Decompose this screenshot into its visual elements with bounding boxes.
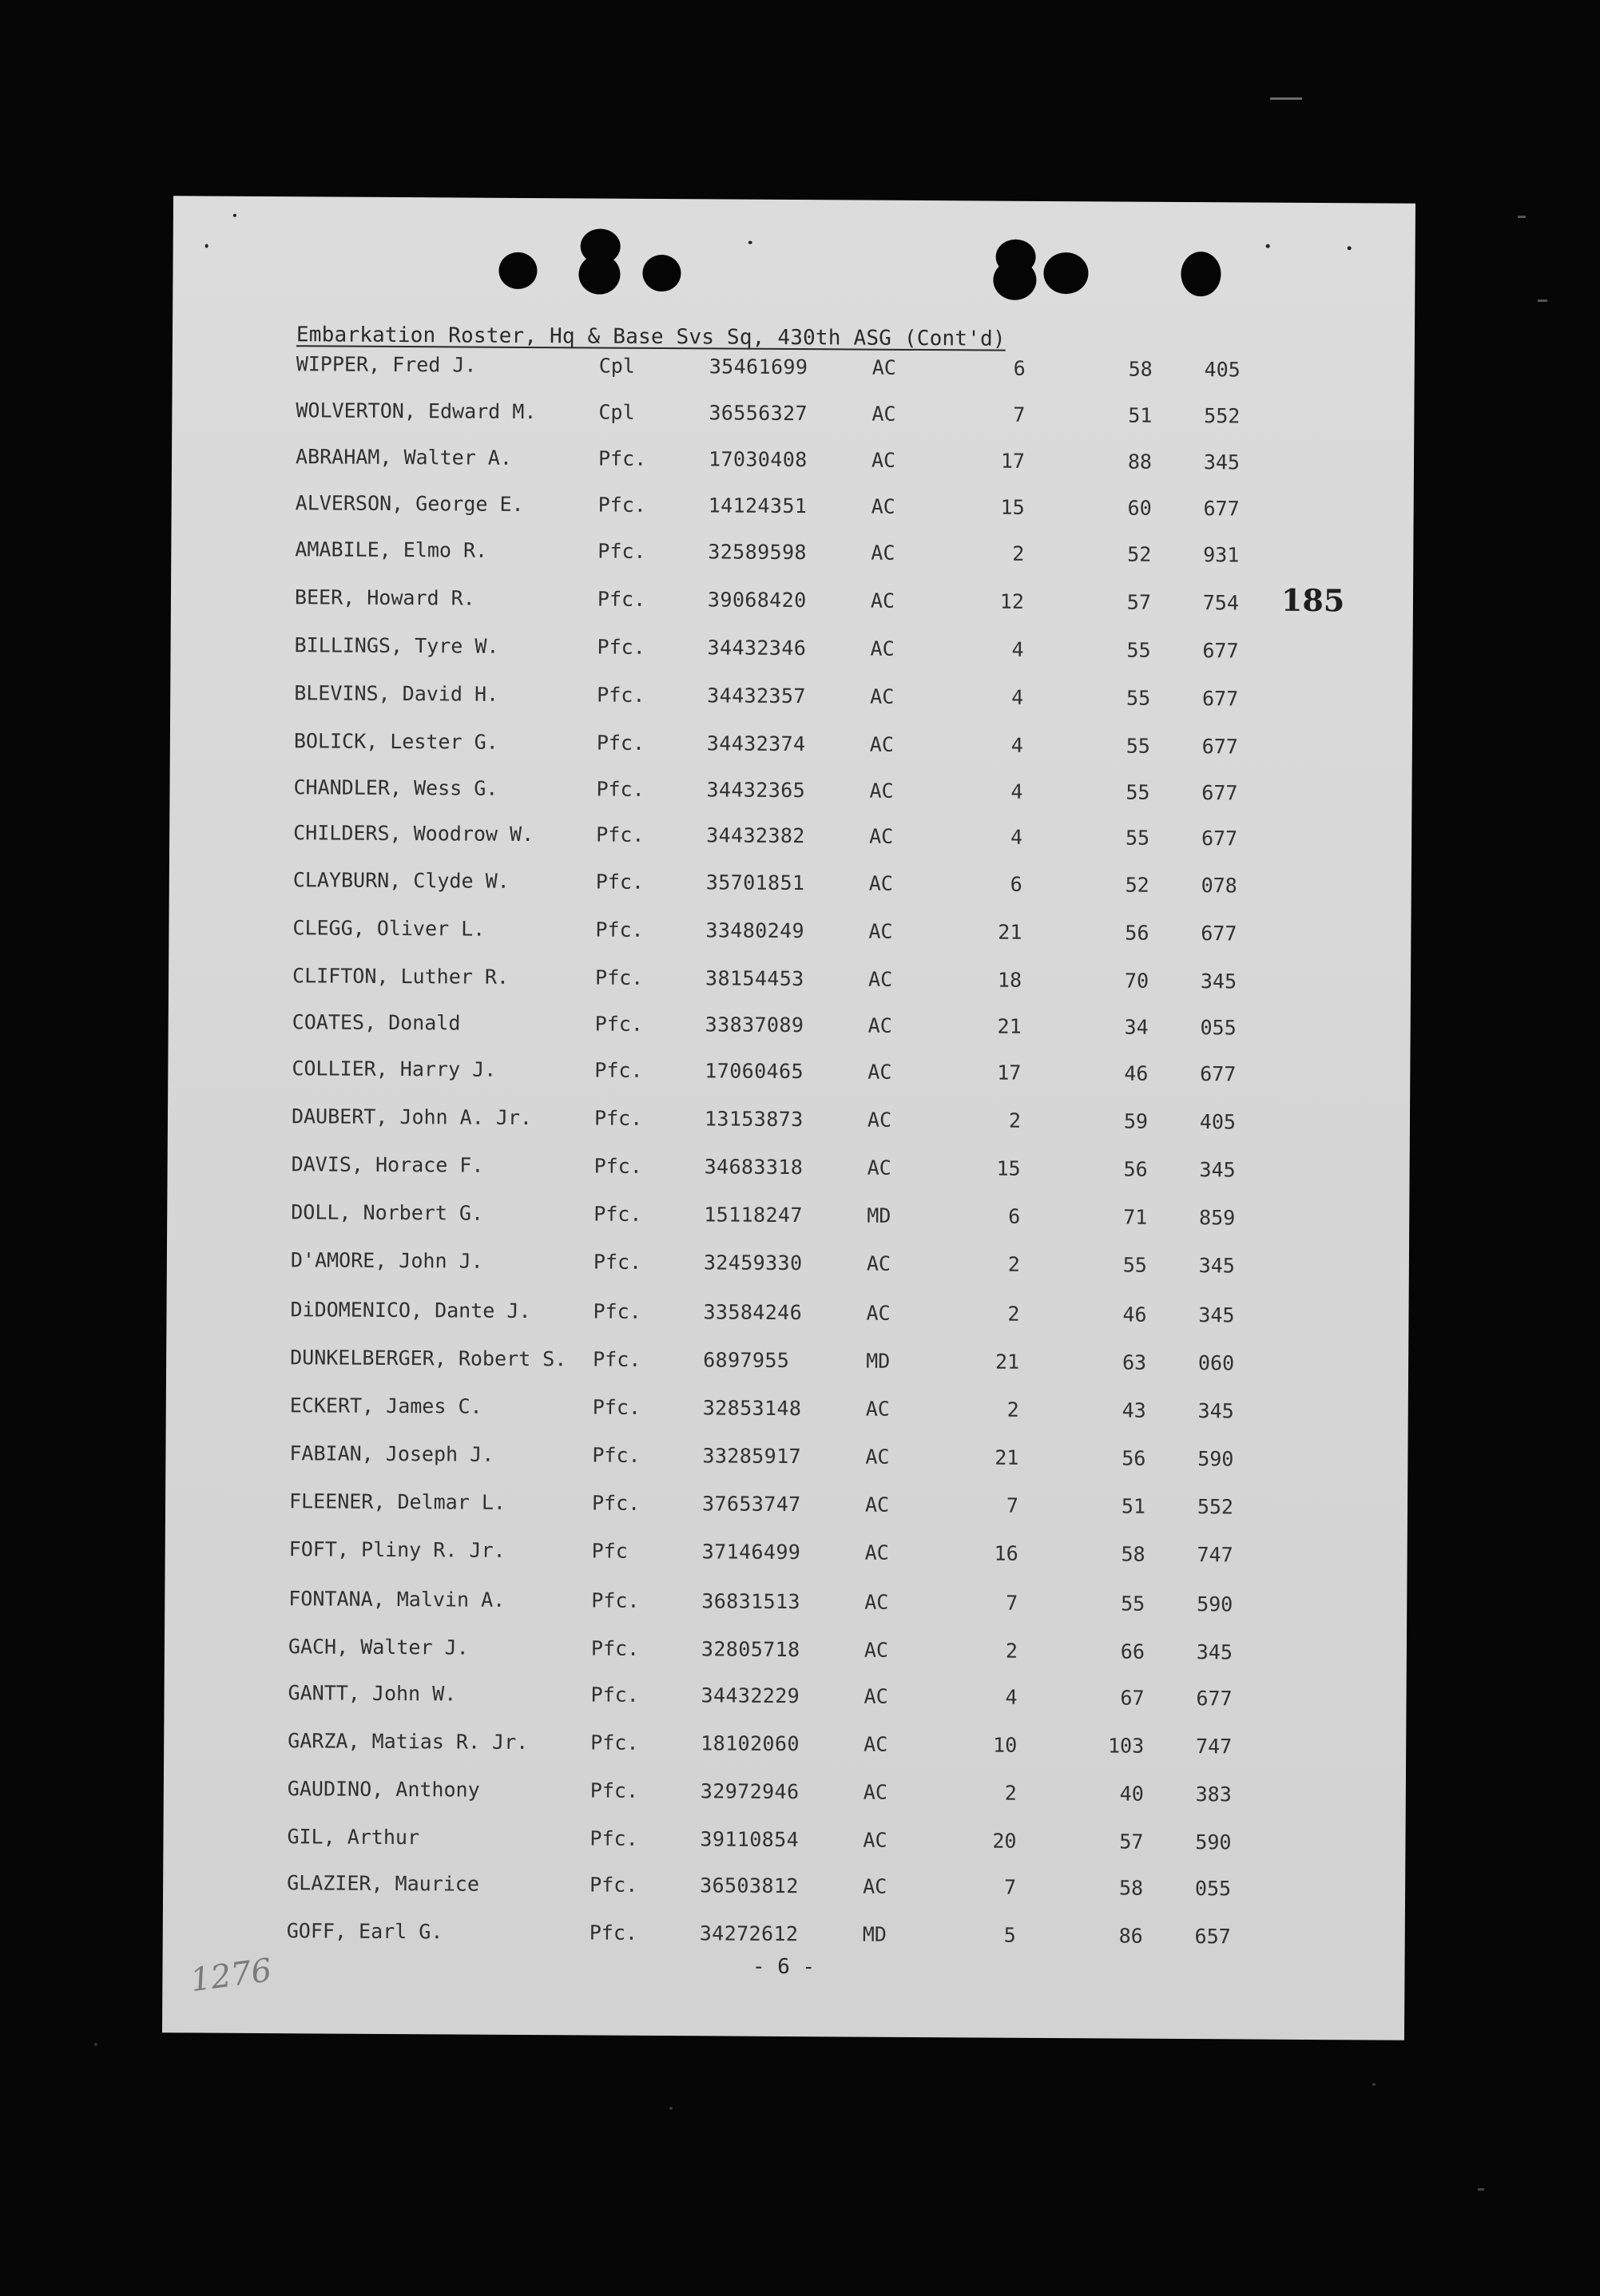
- roster-name: CHILDERS, Woodrow W.: [293, 821, 534, 847]
- roster-branch: MD: [867, 1204, 891, 1227]
- roster-value-1: 4: [1011, 685, 1024, 709]
- roster-serial-number: 37653747: [701, 1492, 801, 1517]
- roster-value-2: 55: [1126, 686, 1151, 710]
- roster-rank: Pfc.: [594, 1012, 644, 1036]
- roster-rank: Pfc.: [598, 539, 646, 563]
- roster-value-1: 2: [1012, 541, 1025, 565]
- roster-rank: Pfc.: [594, 1058, 643, 1082]
- roster-rank: Pfc.: [591, 1588, 640, 1612]
- roster-value-1: 21: [998, 920, 1022, 944]
- page-stamp-number: 185: [1280, 581, 1345, 619]
- roster-name: WIPPER, Fred J.: [296, 352, 477, 377]
- roster-serial-number: 35461699: [709, 355, 808, 379]
- roster-branch: AC: [863, 1780, 888, 1804]
- roster-rank: Pfc.: [594, 966, 644, 989]
- roster-rank: Cpl: [598, 354, 635, 378]
- roster-serial-number: 32459330: [703, 1251, 803, 1275]
- table-row: [172, 440, 1414, 479]
- roster-serial-number: 33480249: [705, 918, 805, 943]
- roster-branch: AC: [864, 1590, 889, 1614]
- roster-rank: Pfc.: [593, 1347, 641, 1371]
- roster-name: GAUDINO, Anthony: [287, 1777, 480, 1802]
- roster-name: FABIAN, Joseph J.: [289, 1441, 494, 1466]
- punch-hole: [642, 255, 681, 291]
- table-row: [166, 1389, 1408, 1428]
- roster-name: FOFT, Pliny R. Jr.: [288, 1537, 506, 1562]
- roster-serial-number: 34432357: [707, 684, 806, 708]
- roster-name: GIL, Arthur: [287, 1825, 420, 1850]
- roster-serial-number: 36556327: [709, 401, 808, 426]
- roster-rank: Pfc.: [595, 870, 645, 894]
- roster-value-2: 56: [1123, 1157, 1148, 1181]
- roster-value-1: 4: [1010, 825, 1023, 849]
- roster-value-1: 6: [1013, 356, 1026, 380]
- roster-name: DAVIS, Horace F.: [291, 1152, 484, 1177]
- table-row: [163, 1866, 1405, 1905]
- roster-value-2: 51: [1128, 403, 1153, 427]
- roster-value-3: 590: [1197, 1592, 1233, 1616]
- roster-value-3: 677: [1200, 1062, 1237, 1086]
- roster-value-1: 2: [1008, 1108, 1022, 1132]
- roster-branch: AC: [865, 1397, 890, 1421]
- roster-value-3: 345: [1197, 1399, 1234, 1423]
- roster-rank: Pfc.: [593, 1250, 642, 1274]
- table-row: [171, 581, 1413, 620]
- roster-rank: Pfc.: [594, 1154, 642, 1178]
- roster-rank: Pfc.: [591, 1491, 641, 1515]
- roster-rank: Pfc.: [598, 446, 647, 470]
- roster-value-2: 86: [1118, 1924, 1143, 1948]
- roster-serial-number: 33584246: [703, 1300, 803, 1325]
- roster-value-3: 677: [1201, 781, 1238, 805]
- roster-serial-number: 37146499: [701, 1540, 801, 1564]
- roster-serial-number: 39110854: [700, 1827, 800, 1852]
- roster-value-3: 747: [1195, 1735, 1233, 1759]
- roster-rank: Pfc.: [596, 777, 645, 801]
- punch-hole: [1043, 252, 1088, 294]
- roster-value-3: 677: [1201, 735, 1238, 759]
- roster-rank: Pfc.: [590, 1873, 638, 1897]
- roster-value-1: 21: [995, 1445, 1019, 1469]
- table-row: [165, 1485, 1407, 1524]
- roster-value-2: 88: [1127, 450, 1153, 474]
- roster-branch: AC: [871, 402, 896, 426]
- roster-value-2: 57: [1126, 590, 1152, 614]
- table-row: [170, 629, 1412, 668]
- roster-value-2: 59: [1123, 1109, 1149, 1133]
- roster-serial-number: 17060465: [705, 1059, 804, 1084]
- roster-value-3: 677: [1203, 497, 1240, 521]
- roster-value-2: 58: [1118, 1876, 1144, 1900]
- roster-rank: Pfc.: [597, 683, 645, 707]
- roster-rank: Pfc.: [595, 918, 644, 942]
- roster-branch: AC: [870, 589, 895, 613]
- roster-name: BOLICK, Lester G.: [293, 729, 498, 754]
- table-row: [170, 724, 1412, 763]
- roster-serial-number: 6897955: [703, 1348, 790, 1373]
- roster-value-2: 58: [1128, 357, 1153, 381]
- roster-rank: Pfc.: [593, 1299, 641, 1323]
- roster-serial-number: 14124351: [708, 494, 808, 518]
- roster-branch: AC: [866, 1251, 891, 1275]
- table-row: [169, 863, 1411, 902]
- roster-name: GARZA, Matias R. Jr.: [288, 1729, 529, 1755]
- roster-branch: MD: [862, 1922, 887, 1946]
- roster-branch: AC: [869, 732, 895, 756]
- roster-name: CLIFTON, Luther R.: [292, 964, 510, 989]
- roster-value-1: 4: [1005, 1685, 1018, 1709]
- roster-rank: Pfc.: [592, 1395, 641, 1419]
- roster-value-1: 2: [1006, 1398, 1019, 1422]
- roster-value-2: 67: [1120, 1686, 1145, 1710]
- roster-value-2: 40: [1119, 1782, 1144, 1806]
- roster-rank: Pfc.: [594, 1202, 642, 1226]
- roster-branch: AC: [869, 824, 894, 848]
- roster-value-1: 7: [1006, 1493, 1019, 1517]
- roster-value-3: 657: [1194, 1925, 1231, 1949]
- roster-branch: AC: [867, 1108, 892, 1132]
- roster-value-2: 51: [1121, 1494, 1146, 1518]
- roster-serial-number: 33285917: [702, 1444, 802, 1469]
- dust-speck: [233, 214, 236, 217]
- roster-value-2: 46: [1124, 1061, 1149, 1085]
- roster-serial-number: 35701851: [705, 870, 805, 895]
- roster-value-1: 16: [994, 1541, 1018, 1565]
- roster-value-2: 52: [1125, 873, 1149, 897]
- table-row: [166, 1341, 1408, 1380]
- roster-name: COATES, Donald: [292, 1010, 461, 1035]
- dust-speck: [1348, 246, 1352, 250]
- handwritten-note: 1276: [188, 1952, 274, 2000]
- roster-branch: AC: [870, 636, 895, 660]
- roster-value-1: 15: [1000, 495, 1025, 519]
- table-row: [172, 486, 1414, 525]
- table-row: [169, 771, 1411, 810]
- dust-speck: [748, 241, 752, 244]
- roster-name: CHANDLER, Wess G.: [293, 775, 498, 800]
- roster-name: DUNKELBERGER, Robert S.: [290, 1346, 567, 1371]
- roster-branch: AC: [867, 1060, 892, 1084]
- roster-serial-number: 32853148: [702, 1396, 802, 1421]
- roster-serial-number: 32972946: [700, 1779, 800, 1804]
- table-row: [165, 1533, 1407, 1572]
- roster-value-1: 7: [1006, 1591, 1018, 1615]
- roster-value-3: 677: [1201, 687, 1239, 711]
- roster-name: FONTANA, Malvin A.: [288, 1587, 506, 1612]
- roster-value-2: 71: [1123, 1205, 1148, 1229]
- roster-value-3: 552: [1204, 404, 1241, 428]
- roster-name: BILLINGS, Tyre W.: [294, 633, 499, 658]
- table-row: [169, 816, 1411, 855]
- roster-name: WOLVERTON, Edward M.: [296, 399, 537, 424]
- roster-rank: Pfc.: [590, 1779, 639, 1802]
- table-row: [172, 394, 1414, 433]
- roster-value-3: 747: [1197, 1543, 1233, 1567]
- roster-name: GACH, Walter J.: [288, 1635, 469, 1660]
- roster-value-1: 12: [999, 589, 1025, 613]
- roster-name: GOFF, Earl G.: [286, 1919, 443, 1944]
- roster-name: GANTT, John W.: [288, 1681, 457, 1706]
- roster-rank: Cpl: [598, 400, 635, 424]
- roster-value-3: 345: [1196, 1640, 1233, 1664]
- table-row: [165, 1630, 1407, 1669]
- roster-name: BEER, Howard R.: [294, 585, 475, 610]
- dust-speck: [205, 244, 208, 248]
- roster-value-3: 590: [1195, 1830, 1232, 1854]
- roster-page: [162, 196, 1415, 2040]
- roster-value-1: 6: [1010, 872, 1022, 896]
- roster-value-2: 55: [1125, 826, 1150, 850]
- roster-value-3: 405: [1199, 1110, 1237, 1134]
- roster-value-1: 17: [997, 1061, 1022, 1085]
- roster-value-1: 20: [992, 1829, 1017, 1853]
- roster-value-1: 4: [1011, 637, 1024, 661]
- roster-value-1: 6: [1008, 1204, 1021, 1228]
- roster-serial-number: 13153873: [704, 1107, 804, 1132]
- roster-value-2: 34: [1124, 1015, 1149, 1039]
- roster-value-2: 66: [1120, 1640, 1145, 1664]
- roster-serial-number: 34432229: [701, 1683, 800, 1708]
- roster-name: DAUBERT, John A. Jr.: [291, 1104, 533, 1130]
- roster-rank: Pfc: [591, 1539, 628, 1563]
- table-row: [165, 1582, 1407, 1621]
- roster-branch: AC: [864, 1732, 888, 1756]
- roster-value-3: 060: [1197, 1351, 1235, 1375]
- roster-serial-number: 18102060: [701, 1731, 800, 1756]
- roster-value-2: 56: [1122, 1446, 1146, 1470]
- roster-serial-number: 36503812: [700, 1874, 799, 1898]
- roster-value-2: 55: [1126, 734, 1150, 758]
- roster-name: DiDOMENICO, Dante J.: [290, 1298, 531, 1323]
- roster-value-3: 590: [1197, 1447, 1234, 1471]
- roster-name: CLAYBURN, Clyde W.: [292, 868, 510, 893]
- dust-speck: [1266, 244, 1270, 248]
- roster-branch: AC: [864, 1638, 889, 1662]
- roster-value-3: 677: [1201, 922, 1237, 946]
- roster-serial-number: 34432346: [707, 636, 807, 660]
- roster-value-3: 345: [1199, 1158, 1236, 1182]
- roster-branch: AC: [871, 355, 896, 379]
- table-row: [164, 1772, 1406, 1811]
- roster-rank: Pfc.: [598, 493, 646, 517]
- roster-value-3: 345: [1198, 1254, 1235, 1278]
- roster-branch: MD: [866, 1349, 891, 1373]
- roster-branch: AC: [864, 1493, 890, 1517]
- roster-value-1: 21: [995, 1350, 1020, 1374]
- table-row: [173, 347, 1415, 387]
- table-row: [167, 1243, 1409, 1283]
- table-row: [169, 959, 1411, 998]
- roster-rank: Pfc.: [589, 1921, 638, 1945]
- roster-branch: AC: [863, 1828, 887, 1852]
- table-row: [168, 1100, 1410, 1139]
- roster-serial-number: 33837089: [705, 1013, 804, 1037]
- roster-value-1: 2: [1004, 1781, 1017, 1805]
- table-row: [169, 1005, 1411, 1045]
- roster-value-2: 52: [1127, 542, 1152, 566]
- roster-value-3: 552: [1197, 1495, 1234, 1519]
- table-row: [171, 533, 1413, 572]
- roster-value-2: 57: [1119, 1830, 1144, 1854]
- roster-value-2: 60: [1127, 496, 1152, 520]
- roster-value-2: 55: [1122, 1253, 1147, 1277]
- roster-rank: Pfc.: [590, 1826, 638, 1850]
- roster-value-3: 078: [1201, 874, 1237, 898]
- roster-value-3: 345: [1203, 450, 1241, 474]
- roster-rank: Pfc.: [596, 823, 645, 847]
- roster-value-2: 43: [1122, 1398, 1146, 1422]
- roster-heading: Embarkation Roster, Hq & Base Svs Sq, 430th ASG (Cont'd): [296, 323, 1006, 351]
- table-row: [163, 1820, 1405, 1859]
- roster-branch: AC: [867, 1156, 891, 1180]
- roster-value-1: 15: [996, 1156, 1021, 1180]
- roster-value-3: 754: [1202, 591, 1240, 615]
- roster-branch: AC: [864, 1684, 888, 1708]
- table-row: [168, 1148, 1410, 1187]
- punch-hole: [1181, 252, 1221, 296]
- roster-value-3: 055: [1194, 1877, 1232, 1901]
- roster-serial-number: 32589598: [708, 540, 808, 565]
- roster-value-1: 2: [1005, 1639, 1018, 1663]
- table-row: [168, 1052, 1410, 1091]
- roster-serial-number: 34432382: [706, 823, 805, 848]
- roster-serial-number: 15118247: [704, 1203, 803, 1227]
- roster-value-2: 55: [1126, 638, 1151, 662]
- roster-serial-number: 17030408: [708, 447, 808, 472]
- roster-branch: AC: [866, 1301, 891, 1325]
- roster-name: DOLL, Norbert G.: [291, 1200, 484, 1225]
- punch-hole: [578, 254, 620, 294]
- page-number: - 6 -: [752, 1954, 816, 1980]
- roster-rank: Pfc.: [590, 1636, 640, 1660]
- roster-value-1: 2: [1007, 1252, 1020, 1276]
- roster-serial-number: 34432374: [706, 732, 806, 756]
- table-row: [163, 1914, 1405, 1953]
- roster-branch: AC: [863, 1874, 887, 1898]
- roster-branch: AC: [870, 684, 895, 708]
- roster-branch: AC: [867, 967, 893, 991]
- roster-serial-number: 38154453: [705, 966, 804, 991]
- roster-branch: AC: [867, 1013, 892, 1037]
- roster-value-3: 345: [1198, 1303, 1235, 1327]
- roster-value-3: 677: [1201, 827, 1238, 851]
- roster-value-3: 677: [1196, 1687, 1233, 1711]
- roster-branch: AC: [868, 919, 893, 943]
- roster-value-1: 2: [1007, 1302, 1020, 1326]
- roster-value-1: 7: [1013, 402, 1026, 426]
- roster-serial-number: 36831513: [701, 1589, 801, 1614]
- roster-name: COLLIER, Harry J.: [292, 1057, 497, 1081]
- roster-serial-number: 34272612: [699, 1921, 799, 1946]
- roster-serial-number: 34432365: [706, 778, 806, 803]
- table-row: [164, 1724, 1406, 1763]
- table-row: [170, 676, 1412, 716]
- table-row: [165, 1437, 1407, 1476]
- roster-value-2: 58: [1121, 1542, 1145, 1566]
- roster-name: ABRAHAM, Walter A.: [295, 445, 513, 470]
- roster-value-3: 931: [1203, 543, 1240, 567]
- roster-rank: Pfc.: [590, 1683, 639, 1707]
- roster-value-2: 63: [1122, 1350, 1147, 1374]
- roster-name: D'AMORE, John J.: [290, 1248, 483, 1273]
- table-row: [166, 1293, 1408, 1332]
- roster-value-3: 859: [1199, 1206, 1236, 1230]
- roster-name: GLAZIER, Maurice: [287, 1871, 480, 1896]
- roster-branch: AC: [871, 448, 896, 472]
- roster-value-3: 677: [1202, 639, 1239, 663]
- roster-value-2: 55: [1121, 1592, 1145, 1616]
- roster-value-1: 21: [997, 1014, 1022, 1038]
- table-row: [169, 911, 1411, 950]
- table-row: [167, 1196, 1409, 1235]
- roster-value-1: 18: [997, 968, 1022, 992]
- punch-hole: [498, 252, 537, 289]
- roster-name: ALVERSON, George E.: [295, 491, 524, 516]
- roster-name: ECKERT, James C.: [289, 1394, 482, 1418]
- roster-value-3: 345: [1200, 970, 1237, 993]
- roster-serial-number: 39068420: [707, 588, 807, 613]
- roster-branch: AC: [871, 494, 895, 518]
- roster-serial-number: 34683318: [704, 1155, 804, 1180]
- roster-branch: AC: [869, 779, 894, 803]
- roster-name: BLEVINS, David H.: [294, 681, 499, 706]
- roster-value-1: 4: [1010, 779, 1023, 803]
- roster-name: FLEENER, Delmar L.: [288, 1489, 506, 1514]
- roster-value-1: 17: [1000, 449, 1026, 473]
- roster-value-2: 56: [1125, 921, 1149, 945]
- roster-value-1: 7: [1003, 1875, 1017, 1899]
- roster-rank: Pfc.: [590, 1731, 639, 1755]
- roster-rank: Pfc.: [596, 731, 645, 755]
- roster-branch: AC: [868, 871, 893, 895]
- roster-serial-number: 32805718: [701, 1637, 800, 1662]
- roster-value-1: 4: [1010, 733, 1023, 757]
- roster-rank: Pfc.: [597, 635, 645, 659]
- punch-hole: [993, 260, 1036, 300]
- roster-branch: AC: [871, 541, 895, 565]
- roster-rank: Pfc.: [592, 1443, 641, 1467]
- roster-value-1: 10: [993, 1733, 1018, 1757]
- roster-branch: AC: [864, 1541, 889, 1564]
- table-row: [164, 1676, 1406, 1715]
- roster-name: CLEGG, Oliver L.: [292, 916, 486, 941]
- roster-value-2: 46: [1122, 1303, 1147, 1326]
- roster-rank: Pfc.: [597, 587, 646, 611]
- roster-name: AMABILE, Elmo R.: [295, 537, 488, 562]
- roster-value-3: 405: [1204, 358, 1241, 382]
- roster-value-2: 70: [1124, 969, 1149, 993]
- roster-value-2: 103: [1107, 1734, 1145, 1758]
- roster-value-2: 55: [1126, 780, 1150, 804]
- roster-value-3: 055: [1200, 1016, 1237, 1040]
- roster-rank: Pfc.: [594, 1106, 643, 1130]
- roster-value-1: 5: [1003, 1923, 1016, 1947]
- roster-value-3: 383: [1195, 1782, 1232, 1806]
- roster-branch: AC: [865, 1445, 890, 1469]
